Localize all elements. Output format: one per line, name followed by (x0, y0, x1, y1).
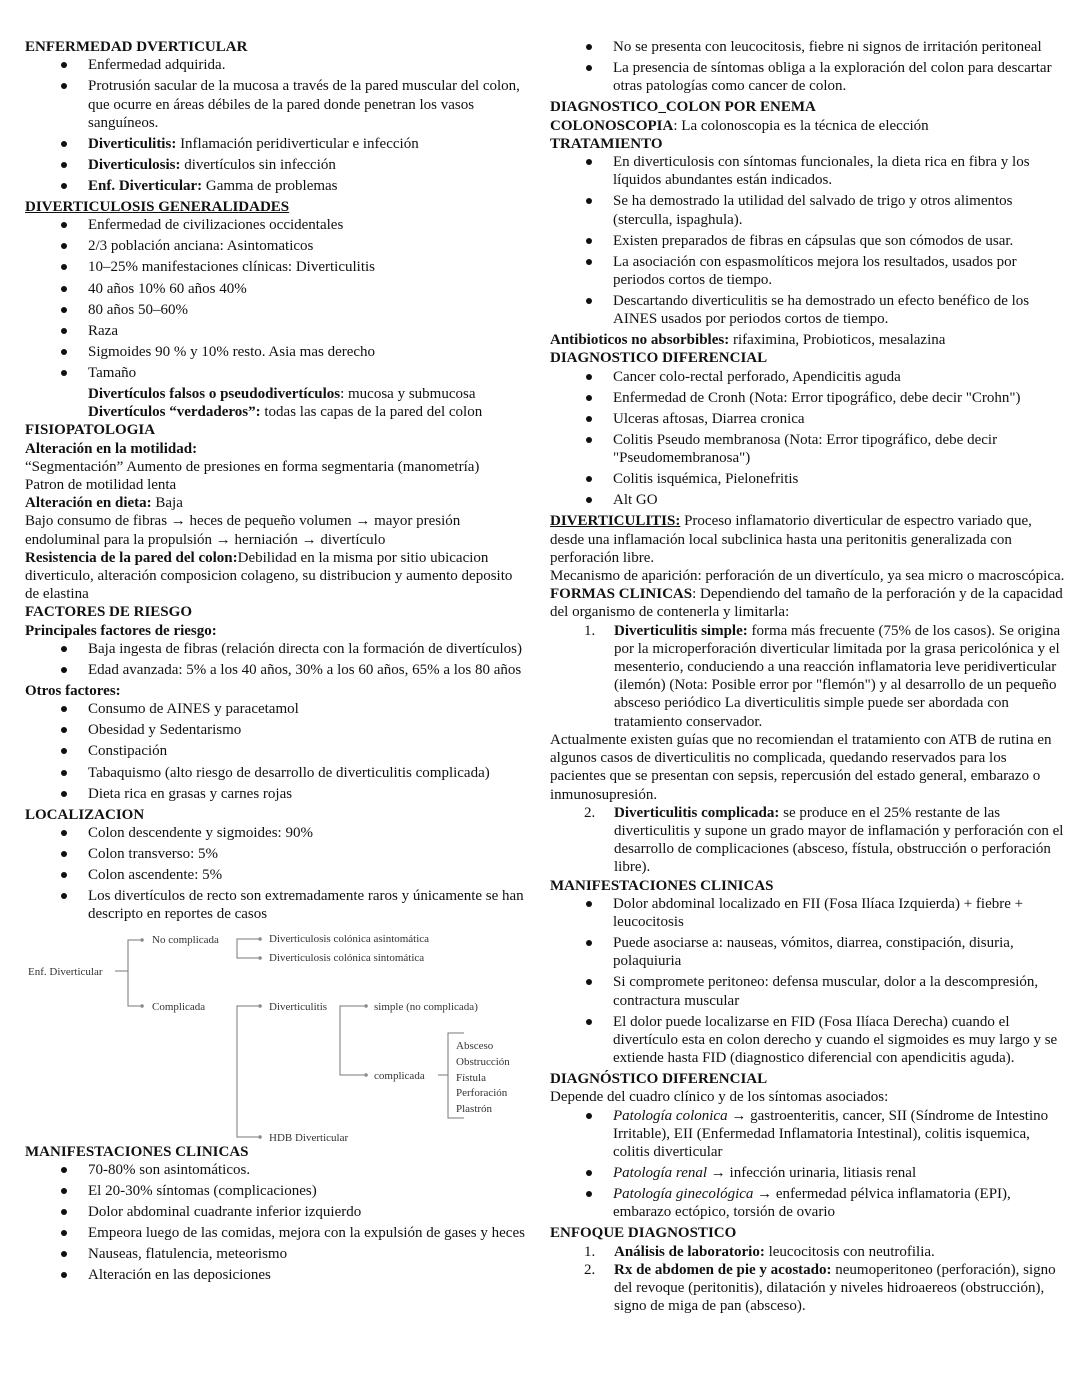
list-item (25, 258, 530, 276)
list-item (25, 887, 530, 923)
list-item (550, 1164, 1065, 1182)
bullet-list (25, 640, 530, 679)
text-run: Tabaquismo (alto riesgo de desarrollo de diverticulitis complicada) (88, 764, 490, 781)
text-run: Constipación (88, 743, 168, 760)
text-run: Inflamación peridiverticular e infección (176, 135, 419, 152)
list-item (25, 135, 530, 153)
numbered-list (550, 1243, 1065, 1316)
text-run: La presencia de síntomas obliga a la exploración del colon para descartar otras patologías como cancer de colon. (613, 60, 1052, 95)
section-heading: ENFERMEDAD DVERTICULAR (25, 39, 248, 55)
text-run: todas las capas de la pared del colon (260, 404, 483, 421)
list-item (25, 640, 530, 658)
text-run: DIVERTICULITIS: (550, 513, 681, 530)
bullet-list (550, 895, 1065, 1068)
paragraph (25, 682, 530, 700)
text-run: Obesidad y Sedentarismo (88, 722, 242, 739)
paragraph (550, 512, 1065, 567)
diagram-sintomatica: Diverticulosis colónica sintomática (269, 951, 425, 964)
list-item (25, 661, 530, 679)
list-item (25, 237, 530, 255)
text-run: Otros factores: (25, 683, 121, 700)
list-item (25, 866, 530, 884)
list-item (550, 368, 1065, 386)
text-run: El 20-30% síntomas (complicaciones) (88, 1182, 317, 1199)
list-item (25, 216, 530, 234)
list-item (25, 1224, 530, 1242)
paragraph (550, 731, 1065, 804)
text-run: Baja ingesta de fibras (relación directa con la formación de divertículos) (88, 640, 522, 657)
text-run: Consumo de AINES y paracetamol (88, 701, 299, 718)
list-item (25, 785, 530, 803)
numbered-list (550, 622, 1065, 731)
list-item (550, 253, 1065, 289)
bullet-list (25, 1161, 530, 1285)
diagram-complication: Absceso (456, 1039, 494, 1052)
list-item (550, 232, 1065, 250)
list-item (25, 77, 530, 132)
text-run: → enfermedad pélvica inflamatoria (EPI), embarazo ectópico, torsión de ovario (613, 1186, 1011, 1221)
text-run: El dolor puede localizarse en FID (Fosa Ilíaca Derecha) cuando el divertículo esta en colon derecho y cuando el sigmoides es muy largo y se extiende hasta FID (diagnostico diferencial con apendicitis aguda). (613, 1013, 1058, 1067)
list-item (25, 764, 530, 782)
text-run: Colitis Pseudo membranosa (Nota: Error tipográfico, debe decir "Pseudomembranosa") (613, 431, 998, 467)
paragraph (550, 567, 1065, 585)
list-item (25, 301, 530, 319)
text-run: Nauseas, flatulencia, meteorismo (88, 1246, 288, 1263)
text-run: No se presenta con leucocitosis, fiebre ni signos de irritación peritoneal (613, 39, 1042, 55)
text-run: Debilidad en la misma por sitio ubicacion diverticulo, alteración composicion colageno, su distribucion y aumento deposito de elastina (25, 549, 513, 603)
paragraph (550, 331, 1065, 349)
bullet-list (550, 38, 1065, 96)
paragraph (550, 1088, 1065, 1106)
list-item (550, 895, 1065, 931)
paragraph (550, 585, 1065, 621)
list-item (550, 389, 1065, 407)
text-run: Colon descendente y sigmoides: 90% (88, 824, 313, 841)
list-item (550, 934, 1065, 970)
text-run: Colitis isquémica, Pielonefritis (613, 471, 799, 488)
bullet-list (25, 824, 530, 924)
list-item (25, 1161, 530, 1179)
text-run: Enfermedad de civilizaciones occidentales (88, 217, 344, 234)
list-item (25, 700, 530, 718)
paragraph (25, 476, 530, 494)
list-item (550, 1013, 1065, 1068)
classification-diagram (5, 927, 525, 1143)
text-run: 10–25% manifestaciones clínicas: Diverticulitis (88, 259, 376, 276)
text-run: Diverticulosis: (88, 156, 181, 173)
list-item (550, 470, 1065, 488)
list-item (25, 721, 530, 739)
section-heading: TRATAMIENTO (550, 135, 663, 152)
list-item (25, 280, 530, 298)
left-column (25, 38, 530, 1287)
text-run: Mecanismo de aparición: perforación de un divertículo, ya sea micro o macroscópica. (550, 568, 1065, 585)
text-run: Patología ginecológica (613, 1186, 754, 1203)
text-run: divertículos sin infección (180, 156, 336, 173)
list-item (550, 1107, 1065, 1162)
text-run: Descartando diverticulitis se ha demostrado un efecto benéfico de los AINES usados por periodos cortos de tiempo. (613, 292, 1030, 328)
text-run: Enfermedad de Cronh (Nota: Error tipográfico, debe decir "Crohn") (613, 389, 1021, 406)
text-run: 80 años 50–60% (88, 301, 188, 318)
list-number: 1. (584, 1243, 596, 1260)
diagram-no-complicada: No complicada (152, 933, 219, 946)
text-run: FORMAS CLINICAS (550, 586, 693, 603)
text-run: Dieta rica en grasas y carnes rojas (88, 785, 293, 802)
list-item (550, 59, 1065, 95)
diagram-asintomatica: Diverticulosis colónica asintomática (269, 932, 430, 945)
text-run: Análisis de laboratorio: (614, 1243, 765, 1260)
text-run: Bajo consumo de fibras → heces de pequeño volumen → mayor presión endoluminal para la propulsión → herniación → divertículo (25, 513, 461, 548)
text-run: Enfermedad adquirida. (88, 57, 226, 74)
section-heading: LOCALIZACION (25, 806, 145, 823)
text-run: Alteración en la motilidad: (25, 440, 198, 457)
text-run: Depende del cuadro clínico y de los síntomas asociados: (550, 1089, 889, 1106)
list-item (25, 156, 530, 174)
text-run: Empeora luego de las comidas, mejora con la expulsión de gases y heces (88, 1225, 525, 1241)
text-run: Diverticulitis: (88, 135, 177, 152)
text-run: : La colonoscopia es la técnica de elección (673, 117, 929, 134)
text-run: 2/3 población anciana: Asintomaticos (88, 238, 314, 255)
text-run: Antibioticos no absorbibles: (550, 332, 730, 349)
list-item (25, 343, 530, 361)
diagram-diverticulitis: Diverticulitis (269, 1000, 328, 1013)
list-item (550, 38, 1065, 56)
diagram-complication: Obstrucción (456, 1055, 510, 1068)
text-run: Alteración en las deposiciones (88, 1267, 271, 1284)
list-item (550, 622, 1065, 731)
right-column (550, 38, 1065, 1315)
text-run: Tamaño (88, 364, 137, 381)
section-heading: FISIOPATOLOGIA (25, 422, 156, 439)
list-item (550, 153, 1065, 189)
text-run: → infección urinaria, litiasis renal (707, 1165, 917, 1182)
text-run: Ulceras aftosas, Diarrea cronica (613, 410, 805, 427)
list-item (25, 1245, 530, 1263)
text-run: Diverticulitis simple: (614, 622, 748, 639)
paragraph (25, 512, 530, 548)
text-run: Divertículos “verdaderos”: (88, 404, 261, 421)
section-heading: DIAGNOSTICO_COLON POR ENEMA (550, 99, 816, 116)
text-run: Diverticulitis complicada: (614, 804, 780, 821)
text-run: Baja (151, 495, 183, 512)
diagram-root: Enf. Diverticular (28, 965, 103, 978)
section-heading: ENFOQUE DIAGNOSTICO (550, 1225, 737, 1242)
list-item (25, 845, 530, 863)
text-run: Se ha demostrado la utilidad del salvado de trigo y otros alimentos (sterculla, ispaghula). (613, 193, 1013, 228)
text-run: Existen preparados de fibras en cápsulas que son cómodos de usar. (613, 232, 1014, 249)
paragraph (25, 440, 530, 458)
list-item (550, 1243, 1065, 1261)
text-run: forma más frecuente (75% de los casos). Se origina por la microperforación diverticular limitada por la grasa pericolónica y el mesenterio, conduciendo a una reacción inflamatoria leve peridiverticular (ilemón) (Nota: Posible error por "flemón") y al desarrollo de un pequeño absceso periódico La diverticulitis simple puede ser abordada con tratamiento conservador. (614, 622, 1061, 730)
text-run: neumoperitoneo (perforación), signo del revoque (peritonitis), dilatación y niveles hidroaereos (obstrucción), signo de miga de pan (absceso). (614, 1261, 1056, 1315)
bullet-list (25, 700, 530, 803)
list-item (550, 1261, 1065, 1316)
list-item (25, 1182, 530, 1200)
text-run: COLONOSCOPIA (550, 117, 674, 134)
paragraph (25, 403, 530, 421)
diagram-complicada-sub: complicada (374, 1069, 425, 1082)
list-item (550, 192, 1065, 228)
list-item (25, 824, 530, 842)
text-run: 40 años 10% 60 años 40% (88, 280, 247, 297)
section-heading: MANIFESTACIONES CLINICAS (550, 877, 774, 894)
section-heading: FACTORES DE RIESGO (25, 604, 192, 621)
text-run: Principales factores de riesgo: (25, 622, 217, 639)
paragraph (25, 494, 530, 512)
list-item (550, 1185, 1065, 1221)
text-run: Sigmoides 90 % y 10% resto. Asia mas derecho (88, 343, 376, 360)
list-number: 2. (584, 804, 596, 821)
list-item (25, 742, 530, 760)
diagram-simple: simple (no complicada) (374, 1000, 478, 1013)
text-run: → gastroenteritis, cancer, SII (Síndrome de Intestino Irritable), EII (Enfermedad Inflamatoria Intestinal), colitis isquemica, colitis diverticular (613, 1107, 1049, 1160)
text-run: Edad avanzada: 5% a los 40 años, 30% a los 60 años, 65% a los 80 años (88, 661, 522, 678)
bullet-list (25, 216, 530, 382)
text-run: Los divertículos de recto son extremadamente raros y únicamente se han descripto en reportes de casos (88, 888, 524, 923)
diagram-complicada: Complicada (152, 1000, 206, 1013)
text-run: Alt GO (613, 492, 658, 509)
list-item (25, 364, 530, 382)
text-run: Si compromete peritoneo: defensa muscular, dolor a la descompresión, contractura muscular (613, 974, 1039, 1009)
diagram-container (25, 927, 530, 1143)
list-item (550, 410, 1065, 428)
bullet-list (550, 368, 1065, 510)
paragraph (25, 549, 530, 604)
text-run: Gamma de problemas (202, 177, 338, 194)
list-item (550, 292, 1065, 328)
paragraph (25, 622, 530, 640)
section-heading: DIVERTICULOSIS GENERALIDADES (25, 199, 290, 216)
text-run: Raza (88, 322, 118, 339)
text-run: Resistencia de la pared del colon: (25, 549, 238, 566)
text-run: leucocitosis con neutrofilia. (764, 1243, 935, 1260)
text-run: Colon ascendente: 5% (88, 867, 223, 884)
list-number: 2. (584, 1261, 596, 1278)
text-run: Patología colonica (613, 1107, 728, 1124)
list-item (550, 804, 1065, 877)
list-item (25, 177, 530, 195)
diagram-complication: Fístula (456, 1071, 486, 1084)
text-run: Puede asociarse a: nauseas, vómitos, diarrea, constipación, disuria, polaquiuria (613, 935, 1014, 970)
section-heading: DIAGNOSTICO DIFERENCIAL (550, 350, 768, 367)
text-run: “Segmentación” Aumento de presiones en forma segmentaria (manometría) (25, 458, 480, 475)
text-run: Proceso inflamatorio diverticular de espectro variado que, desde una inflamación local subclinica hasta una peritonitis generalizada con perforación libre. (550, 513, 1032, 566)
text-run: Dolor abdominal localizado en FII (Fosa Ilíaca Izquierda) + fiebre + leucocitosis (613, 895, 1024, 930)
text-run: Divertículos falsos o pseudodivertículos (88, 386, 341, 403)
list-item (550, 973, 1065, 1009)
text-run: Rx de abdomen de pie y acostado: (614, 1261, 832, 1278)
text-run: La asociación con espasmolíticos mejora los resultados, usados por periodos cortos de tiempo. (613, 253, 1017, 288)
paragraph (550, 117, 1065, 135)
bullet-list (550, 1107, 1065, 1222)
list-item (25, 1266, 530, 1284)
text-run: 70-80% son asintomáticos. (88, 1161, 251, 1178)
text-run: rifaximina, Probioticos, mesalazina (729, 332, 946, 349)
text-run: se produce en el 25% restante de las diverticulitis y supone un grado mayor de inflamación y perforación con el desarrollo de complicaciones (absceso, fístula, obstrucción o perforación libre). (614, 804, 1064, 876)
list-item (550, 431, 1065, 467)
text-run: Actualmente existen guías que no recomiendan el tratamiento con ATB de rutina en algunos casos de diverticulitis no complicada, quedando reservados para los pacientes que se presentan con sepsis, repercusión del estado general, embarazo o inmunosupresión. (550, 731, 1052, 803)
paragraph (25, 385, 530, 403)
list-item (25, 322, 530, 340)
list-item (25, 56, 530, 74)
section-heading: DIAGNÓSTICO DIFERENCIAL (550, 1071, 768, 1088)
bullet-list (550, 153, 1065, 328)
diagram-hdb: HDB Diverticular (269, 1131, 349, 1143)
bullet-list (25, 56, 530, 195)
text-run: : Dependiendo del tamaño de la perforación y de la capacidad del organismo de contenerla y limitarla: (550, 586, 1063, 621)
list-item (25, 1203, 530, 1221)
diagram-complication: Plastrón (456, 1102, 493, 1115)
text-run: Alteración en dieta: (25, 495, 152, 512)
text-run: Patología renal (613, 1165, 708, 1182)
text-run: En diverticulosis con síntomas funcionales, la dieta rica en fibra y los líquidos abundantes están indicados. (613, 154, 1030, 189)
text-run: Protrusión sacular de la mucosa a través de la pared muscular del colon, que ocurre en áreas débiles de la pared donde penetran los vasos sanguíneos. (88, 78, 520, 131)
paragraph (25, 458, 530, 476)
text-run: Enf. Diverticular: (88, 177, 203, 194)
text-run: Dolor abdominal cuadrante inferior izquierdo (88, 1203, 362, 1220)
list-number: 1. (584, 622, 596, 639)
text-run: : mucosa y submucosa (340, 386, 476, 403)
numbered-list (550, 804, 1065, 877)
diagram-complication: Perforación (456, 1086, 508, 1099)
text-run: Cancer colo-rectal perforado, Apendicitis aguda (613, 368, 901, 385)
section-heading: MANIFESTACIONES CLINICAS (25, 1143, 249, 1160)
text-run: Patron de motilidad lenta (25, 477, 177, 494)
list-item (550, 491, 1065, 509)
text-run: Colon transverso: 5% (88, 846, 218, 863)
